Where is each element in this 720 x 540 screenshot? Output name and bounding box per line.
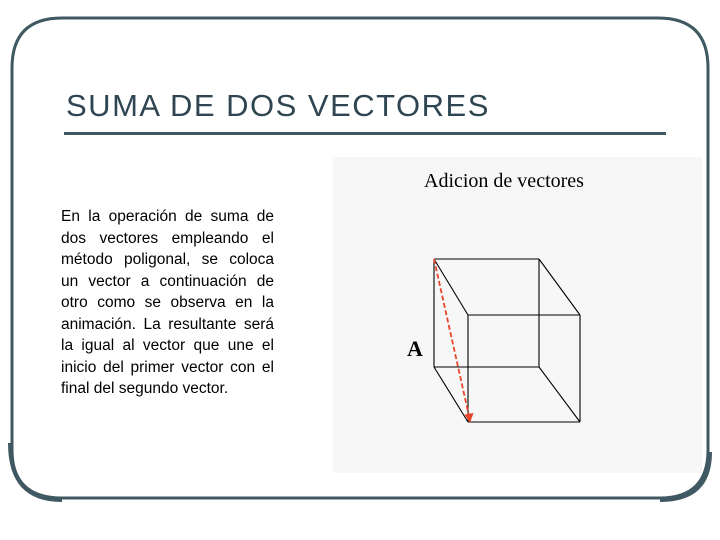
figure-title: Adicion de vectores bbox=[424, 170, 584, 192]
vector-arrow bbox=[434, 259, 469, 416]
cube-wireframe bbox=[434, 259, 580, 422]
title-underline bbox=[64, 132, 666, 135]
vector-addition-figure bbox=[333, 157, 702, 473]
slide-title: SUMA DE DOS VECTORES bbox=[66, 88, 490, 123]
body-paragraph: En la operación de suma de dos vectores empleando el método poligonal, se coloca un vector a continuación de otro como se observa en la animación. La resultante será la igual al vector que une el inicio del primer vector con el final del segundo vector. bbox=[61, 208, 274, 397]
cube-diagram bbox=[333, 157, 702, 473]
vector-label: A bbox=[407, 336, 423, 361]
